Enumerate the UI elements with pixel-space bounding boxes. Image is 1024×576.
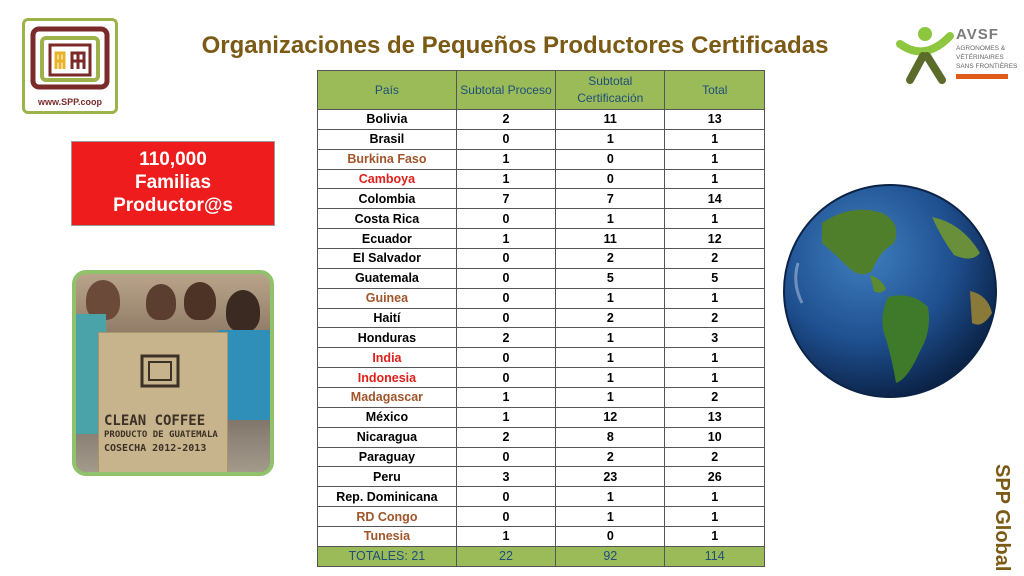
total-cell: 12	[665, 229, 765, 249]
spp-logo-url: www.SPP.coop	[37, 97, 102, 107]
country-cell: México	[318, 407, 457, 427]
subtotal-process-cell: 2	[456, 328, 555, 348]
spp-global-mark-icon	[986, 462, 1022, 570]
table-row	[318, 487, 765, 507]
total-cell: 1	[665, 149, 765, 169]
country-cell: India	[318, 348, 457, 368]
subtotal-process-cell: 2	[456, 110, 555, 130]
header-total: Total	[665, 71, 765, 110]
subtotal-certification-cell: 11	[556, 110, 665, 130]
avsf-logo	[896, 24, 1016, 86]
producers-photo	[72, 270, 274, 476]
subtotal-certification-cell: 1	[556, 348, 665, 368]
avsf-line-2: VÉTÉRINAIRES	[956, 54, 1004, 61]
total-cell: 1	[665, 368, 765, 388]
subtotal-certification-cell: 23	[556, 467, 665, 487]
spp-global-logo	[986, 462, 1022, 570]
subtotal-certification-cell: 1	[556, 328, 665, 348]
table-row	[318, 348, 765, 368]
subtotal-certification-cell: 0	[556, 169, 665, 189]
globe-icon	[782, 183, 998, 399]
spp-logo	[22, 18, 118, 114]
country-cell: Guinea	[318, 288, 457, 308]
total-cell: 2	[665, 388, 765, 408]
table-row	[318, 527, 765, 547]
avsf-name: AVSF	[956, 26, 999, 43]
subtotal-certification-cell: 1	[556, 487, 665, 507]
subtotal-process-cell: 0	[456, 209, 555, 229]
table-row	[318, 328, 765, 348]
sack-line-3: COSECHA 2012-2013	[104, 443, 207, 454]
total-cell: 13	[665, 110, 765, 130]
subtotal-process-cell: 0	[456, 308, 555, 328]
subtotal-certification-cell: 5	[556, 268, 665, 288]
total-cell: 10	[665, 427, 765, 447]
subtotal-certification-cell: 12	[556, 407, 665, 427]
country-cell: Rep. Dominicana	[318, 487, 457, 507]
subtotal-process-cell: 0	[456, 368, 555, 388]
country-cell: Camboya	[318, 169, 457, 189]
sack-stamp-icon	[140, 354, 180, 390]
table-row	[318, 129, 765, 149]
families-count: 110,000	[139, 149, 207, 170]
subtotal-certification-cell: 2	[556, 249, 665, 269]
header-subtotal-process: Subtotal Proceso	[456, 71, 555, 110]
subtotal-process-cell: 0	[456, 249, 555, 269]
subtotal-certification-cell: 1	[556, 288, 665, 308]
avsf-accent-bar	[956, 74, 1008, 79]
country-cell: Colombia	[318, 189, 457, 209]
total-cell: 14	[665, 189, 765, 209]
subtotal-process-cell: 1	[456, 169, 555, 189]
sack-line-1: CLEAN COFFEE	[104, 413, 206, 429]
subtotal-process-cell: 1	[456, 388, 555, 408]
header-country: País	[318, 71, 457, 110]
subtotal-certification-cell: 8	[556, 427, 665, 447]
country-cell: Indonesia	[318, 368, 457, 388]
subtotal-process-cell: 3	[456, 467, 555, 487]
total-cell: 26	[665, 467, 765, 487]
total-cell: 2	[665, 447, 765, 467]
subtotal-process-cell: 7	[456, 189, 555, 209]
total-cell: 1	[665, 129, 765, 149]
table-row	[318, 209, 765, 229]
totals-certification: 92	[556, 546, 665, 566]
spp-global-text: SPP Global	[991, 464, 1013, 570]
country-cell: Guatemala	[318, 268, 457, 288]
table-row	[318, 288, 765, 308]
country-cell: Honduras	[318, 328, 457, 348]
subtotal-process-cell: 0	[456, 268, 555, 288]
table-row	[318, 149, 765, 169]
total-cell: 1	[665, 348, 765, 368]
table-row	[318, 427, 765, 447]
total-cell: 13	[665, 407, 765, 427]
subtotal-process-cell: 1	[456, 527, 555, 547]
subtotal-certification-cell: 1	[556, 388, 665, 408]
total-cell: 1	[665, 209, 765, 229]
table-row	[318, 110, 765, 130]
producers-label: Productor@s	[113, 195, 233, 216]
sack-line-2: PRODUCTO DE GUATEMALA	[104, 430, 218, 440]
totals-row	[318, 546, 765, 566]
table-row	[318, 189, 765, 209]
totals-process: 22	[456, 546, 555, 566]
subtotal-certification-cell: 1	[556, 368, 665, 388]
avsf-figure-icon	[896, 24, 954, 86]
totals-label: TOTALES: 21	[318, 546, 457, 566]
subtotal-process-cell: 0	[456, 447, 555, 467]
table-row	[318, 507, 765, 527]
country-cell: Peru	[318, 467, 457, 487]
avsf-line-3: SANS FRONTIÈRES	[956, 63, 1018, 70]
table-row	[318, 308, 765, 328]
table-header-row	[318, 71, 765, 110]
families-label: Familias	[134, 172, 212, 193]
country-cell: Tunesia	[318, 527, 457, 547]
total-cell: 1	[665, 288, 765, 308]
table-row	[318, 229, 765, 249]
subtotal-process-cell: 1	[456, 149, 555, 169]
families-box	[71, 141, 275, 226]
total-cell: 2	[665, 249, 765, 269]
table-row	[318, 268, 765, 288]
table-row	[318, 467, 765, 487]
certified-organizations-table	[317, 70, 765, 567]
subtotal-certification-cell: 1	[556, 507, 665, 527]
total-cell: 5	[665, 268, 765, 288]
table-row	[318, 169, 765, 189]
total-cell: 1	[665, 527, 765, 547]
table-row	[318, 368, 765, 388]
subtotal-certification-cell: 7	[556, 189, 665, 209]
page-title: Organizaciones de Pequeños Productores Certificadas	[201, 32, 829, 59]
total-cell: 2	[665, 308, 765, 328]
subtotal-process-cell: 0	[456, 129, 555, 149]
country-cell: Haití	[318, 308, 457, 328]
total-cell: 1	[665, 169, 765, 189]
subtotal-process-cell: 1	[456, 229, 555, 249]
spp-logo-icon	[25, 21, 115, 93]
country-cell: Madagascar	[318, 388, 457, 408]
country-cell: Paraguay	[318, 447, 457, 467]
subtotal-process-cell: 0	[456, 507, 555, 527]
subtotal-process-cell: 0	[456, 487, 555, 507]
avsf-line-1: AGRONOMES &	[956, 45, 1006, 52]
total-cell: 1	[665, 487, 765, 507]
total-cell: 1	[665, 507, 765, 527]
country-cell: Costa Rica	[318, 209, 457, 229]
subtotal-process-cell: 0	[456, 288, 555, 308]
totals-total: 114	[665, 546, 765, 566]
table-row	[318, 388, 765, 408]
country-cell: El Salvador	[318, 249, 457, 269]
country-cell: Burkina Faso	[318, 149, 457, 169]
subtotal-certification-cell: 0	[556, 149, 665, 169]
country-cell: Nicaragua	[318, 427, 457, 447]
table-row	[318, 249, 765, 269]
subtotal-process-cell: 0	[456, 348, 555, 368]
country-cell: Bolivia	[318, 110, 457, 130]
table-row	[318, 407, 765, 427]
subtotal-process-cell: 1	[456, 407, 555, 427]
country-cell: Ecuador	[318, 229, 457, 249]
subtotal-process-cell: 2	[456, 427, 555, 447]
country-cell: Brasil	[318, 129, 457, 149]
subtotal-certification-cell: 1	[556, 129, 665, 149]
subtotal-certification-cell: 2	[556, 447, 665, 467]
subtotal-certification-cell: 2	[556, 308, 665, 328]
subtotal-certification-cell: 0	[556, 527, 665, 547]
total-cell: 3	[665, 328, 765, 348]
subtotal-certification-cell: 1	[556, 209, 665, 229]
table-row	[318, 447, 765, 467]
subtotal-certification-cell: 11	[556, 229, 665, 249]
country-cell: RD Congo	[318, 507, 457, 527]
header-subtotal-certification: Subtotal Certificación	[556, 71, 665, 110]
